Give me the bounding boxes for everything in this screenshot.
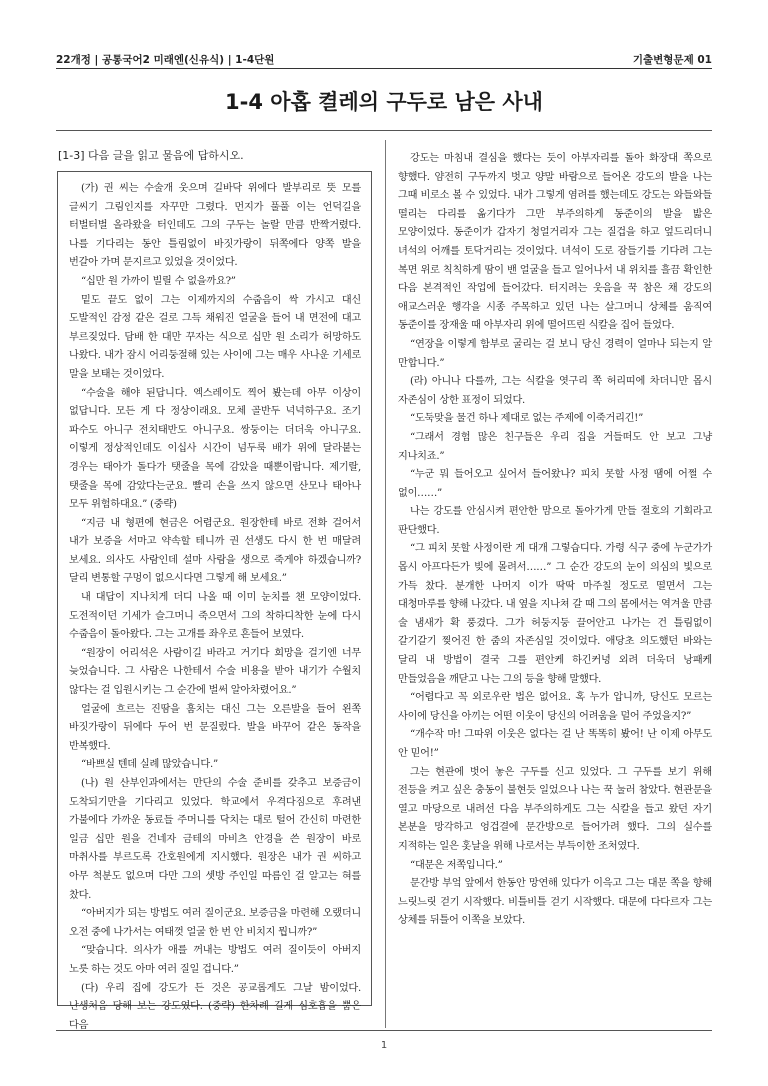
passage-paragraph: “아버지가 되는 방법도 여러 질이군요. 보증금을 마련해 오랬더니 오전 중에 나가서는 여태껏 얼굴 한 번 안 비치지 뭡니까?” [69,908,361,938]
passage-paragraph: “지금 내 형편에 현금은 어렵군요. 원장한테 바로 전화 걸어서 내가 보증을 서마고 약속할 테니까 권 선생도 다시 한 번 매달려 보세요. 의사도 사람인데 설마 사람을 생으로 죽게야 하겠습니까? 달리 변통할 구멍이 없으시다면 그렇게 해 보세요.” [69,517,361,585]
passage-paragraph: “원장이 어리석은 사람이길 바라고 거기다 희망을 걸기엔 너무 늦었습니다. 그 사람은 나한테서 수술 비용을 받아 내기가 수월치 않다는 걸 입원시키는 그 순간에 벌써 알아차렸어요.” [69,647,361,697]
passage-paragraph: “그래서 경험 많은 친구들은 우리 집을 거들떠도 안 보고 그냥 지나치죠.” [398,431,712,462]
header-rule [56,68,712,69]
passage-paragraph: “어렵다고 꼭 외로우란 법은 없어요. 혹 누가 압니까, 당신도 모르는 사이에 당신을 아끼는 어떤 이웃이 당신의 어려움을 덜어 주었을지?” [398,692,712,722]
passage-paragraph: 밑도 끝도 없이 그는 이제까지의 수줍음이 싹 가시고 대신 도발적인 감정 같은 걸로 그득 채워진 얼굴을 들어 내 면전에 대고 부르짖었다. 담배 한 대만 꾸자는 식으로 십만 원 소리가 허망하도 나왔다. 내가 잠시 어리둥절해 있는 사이에 그는 매우 사나운 기세로 말을 보태는 것이었다. [69,294,361,380]
question-instruction: [1-3] 다음 글을 읽고 물음에 답하시오. [58,149,244,162]
page-header [56,48,712,68]
passage-paragraph: “맞습니다. 의사가 애를 꺼내는 방법도 여러 질이듯이 아버지 노릇 하는 것도 아마 여러 질일 겁니다.” [69,945,361,975]
passage-paragraph: “누군 뭐 들어오고 싶어서 들어왔나? 피치 못할 사정 땜에 어쩔 수 없이……” [398,469,712,499]
passage-paragraph: 문간방 부엌 앞에서 한동안 망연해 있다가 이윽고 그는 대문 쪽을 향해 느릿느릿 걷기 시작했다. 비틀비틀 걷기 시작했다. 대문에 다다르자 그는 상체를 뒤틀어 이쪽을 보았다. [398,878,712,927]
header-course-info: 22개정 | 공통국어2 미래엔(신유식) | 1-4단원 [56,54,275,66]
passage-paragraph: “십만 원 가까이 빌릴 수 없을까요?” [81,275,236,287]
column-divider [385,140,386,1028]
passage-paragraph: 내 대답이 지나치게 더디 나올 때 이미 눈치를 챈 모양이었다. 도전적이던 기세가 슬그머니 죽으면서 그의 착하디착한 눈에 다시 수줍음이 돌아왔다. 그는 고개를 좌우로 흔들어 보였다. [69,592,361,641]
passage-paragraph: 얼굴에 흐르는 진땀을 훔치는 대신 그는 오른발을 들어 왼쪽 바짓가랑이 뒤에다 두어 번 문질렀다. 발을 바꾸어 같은 동작을 반복했다. [69,703,361,752]
passage-paragraph: “수술을 해야 된답니다. 엑스레이도 찍어 봤는데 아무 이상이 없답니다. 모든 게 다 정상이래요. 모체 골반두 넉넉하구요. 조기 파수도 아니구 전치태반도 아니구요. 쌍둥이는 더더욱 아니구요. 이렇게 정상적인데도 이십사 시간이 넘두룩 배가 위에 달라붙는 경우는 태아가 돌다가 탯줄을 목에 감았을 때뿐이랍니다. 제기랄, 탯줄을 목에 감았다는군요. 빨리 손을 쓰지 않으면 산모나 태아나 모두 위험하대요.” (중략) [69,387,361,511]
passage-paragraph: (가) 권 씨는 수술개 웃으며 길바닥 위에다 발부리로 뜻 모를 글씨기 그림인지를 자꾸만 그렸다. 먼지가 풀풀 이는 언덕길을 터벌터벌 올라왔을 터인데도 그의 구두는 놀랄 만큼 반짝거렸다. 나를 기다리는 동안 틀림없이 바짓가랑이 뒤쪽에다 양쪽 발을 번갈아 가며 문지르고 있었을 것이었다. [69,183,361,269]
passage-paragraph: “연장을 이렇게 함부로 굴리는 걸 보니 당신 경력이 얼마나 되는지 알 만합니다.” [398,338,712,369]
passage-paragraph: “그 피치 못할 사정이란 게 대개 그렇습디다. 가령 식구 중에 누군가가 몹시 아프다든가 빚에 몰려서……” 그 순간 강도의 눈이 의심의 빛으로 가득 찼다. 분개한 나머지 이가 딱딱 마주칠 정도로 떨면서 그는 대청마루를 향해 나갔다. 내 옆을 지나쳐 갈 때 그의 몸에서는 역겨울 만큼 술 냄새가 확 풍겼다. 그가 허둥지둥 끌어안고 나가는 건 틀림없이 갈기갈기 찢어진 한 줌의 자존심일 것이었다. 애당초 의도했던 바와는 달리 내 방법이 결국 그를 편안케 하긴커녕 외려 더욱더 낭패케 만들었음을 깨닫고 나는 그의 등을 향해 말했다. [398,543,712,685]
passage-paragraph: “개수작 마! 그따위 이웃은 없다는 걸 난 똑똑히 봤어! 난 이제 아무도 안 믿어!” [398,729,712,759]
passage-paragraph: “도둑맞을 물건 하나 제대로 없는 주제에 이죽거리긴!” [410,413,644,425]
passage-paragraph: 강도는 마침내 결심을 했다는 듯이 아부자리를 돌아 화장대 쪽으로 향했다. 얌전히 구두까지 벗고 양말 바람으로 들어온 강도의 발을 나는 그때 비로소 볼 수 있었다. 내가 그렇게 염려를 했는데도 강도는 와들와들 떨리는 다리를 옮기다가 그만 부주의하게 동준이의 발을 밟은 모양이었다. 동준이가 갑자기 청얼거리자 그는 질겁을 하고 엎드리더니 녀석의 어깨를 토닥거리는 것이었다. 녀석이 도로 잠들기를 기다려 그는 복면 위로 칙칙하게 땀이 밴 얼굴을 들고 일어나서 내 위치를 흘끔 확인한 다음 본격적인 작업에 들어갔다. 터지려는 웃음을 꾹 참은 채 강도의 애교스러운 행각을 시종 주목하고 있던 나는 살그머니 상체를 움직여 동준이를 장재울 때 아부자리 위에 떨어뜨린 식칼을 집어 들었다. [398,153,712,332]
passage-box-left [57,171,372,1031]
footer-rule [56,1030,712,1031]
passage-paragraph: “바쁘실 텐데 실례 많았습니다.” [81,759,218,771]
passage-paragraph: 나는 강도를 안심시켜 편안한 맘으로 돌아가게 만들 절호의 기회라고 판단했다. [398,506,712,536]
passage-paragraph: (다) 우리 집에 강도가 든 것은 공교롭게도 그날 밤이었다. 난생처음 당해 보는 강도였다. (중략) 한차례 길게 심호흡을 뿜은 다음 [69,982,361,1031]
page-title: 1-4 아홉 켤레의 구두로 남은 사내 [225,90,543,114]
page-number: 1 [380,1040,388,1051]
title-rule [56,130,712,131]
header-exam-label: 기출변형문제 01 [632,54,712,66]
passage-paragraph: (나) 원 산부인과에서는 만단의 수술 준비를 갖추고 보증금이 도착되기만을 기다리고 있었다. 학교에서 우격다짐으로 후려낸 가불에다 가까운 동료들 주머니를 닥치는 대로 털어 간신히 마련한 일금 십만 원을 건네자 금테의 마비츠 안경을 쓴 원장이 바로 마취사를 부르도록 간호원에게 지시했다. 원장은 내가 권 씨하고 아무 척분도 없으며 다만 그의 셋방 주인일 따름인 걸 알고는 혀를 찼다. [69,778,361,901]
passage-column-right [398,150,712,931]
passage-paragraph: “대문은 저쪽입니다.” [410,859,503,871]
passage-paragraph: 그는 현관에 벗어 놓은 구두를 신고 있었다. 그 구두를 보기 위해 전등을 켜고 싶은 충동이 불현듯 일었으나 나는 꾹 눌러 참았다. 현관문을 열고 마당으로 내려선 다음 부주의하게도 그는 식칼을 들고 왔던 자기 본분을 망각하고 엉겁결에 문간방으로 들어가려 했다. 그의 실수를 지적하는 일은 홋날을 위해 나로서는 부득이한 조처였다. [398,766,712,852]
passage-paragraph: (라) 아니나 다를까, 그는 식칼을 엿구리 쪽 허리띠에 차더니만 몹시 자존심이 상한 표정이 되었다. [398,376,712,406]
